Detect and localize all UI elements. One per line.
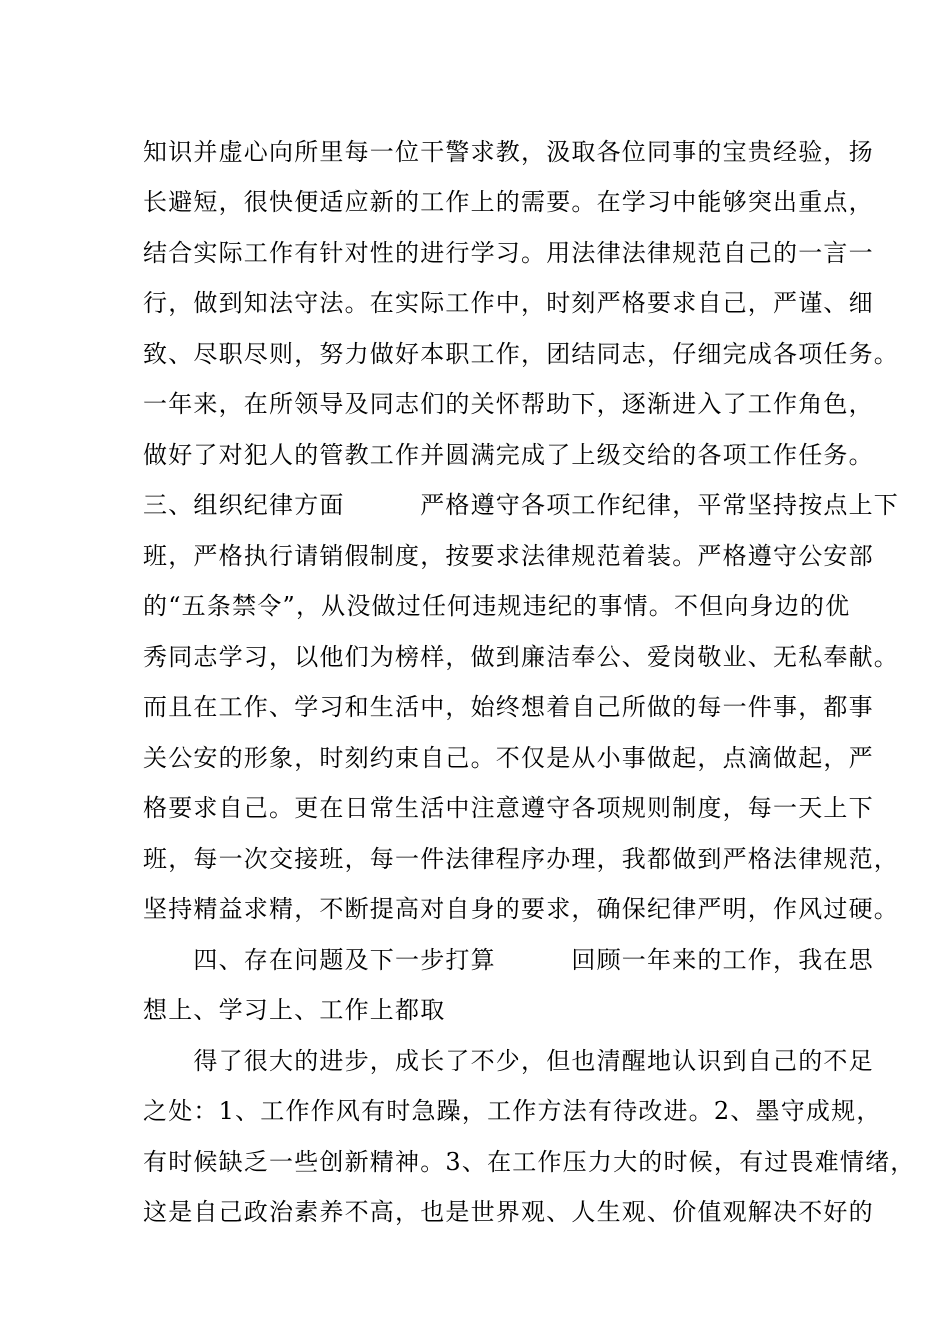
text-line: 想上、学习上、工作上都取 — [143, 996, 446, 1024]
text-line: 的“五条禁令”，从没做过任何违规违纪的事情。不但向身边的优 — [143, 592, 851, 620]
text-line: 结合实际工作有针对性的进行学习。用法律法律规范自己的一言一 — [143, 239, 874, 267]
text-line: 有时候缺乏一些创新精神。3、在工作压力大的时候，有过畏难情绪， — [143, 1148, 916, 1176]
text-line: 知识并虚心向所里每一位干警求教，汲取各位同事的宝贵经验，扬 — [143, 138, 874, 166]
text-line: 长避短，很快便适应新的工作上的需要。在学习中能够突出重点， — [143, 188, 874, 216]
text-line: 行，做到知法守法。在实际工作中，时刻严格要求自己，严谨、细 — [143, 289, 874, 317]
text-line: 一年来，在所领导及同志们的关怀帮助下，逐渐进入了工作角色， — [143, 390, 874, 418]
text-line: 这是自己政治素养不高，也是世界观、人生观、价值观解决不好的 — [143, 1198, 874, 1226]
text-line: 三、组织纪律方面 严格遵守各项工作纪律，平常坚持按点上下 — [143, 491, 899, 519]
text-line: 而且在工作、学习和生活中，始终想着自己所做的每一件事，都事 — [143, 693, 874, 721]
text-line: 秀同志学习，以他们为榜样，做到廉洁奉公、爱岗敬业、无私奉献。 — [143, 643, 899, 671]
text-line: 做好了对犯人的管教工作并圆满完成了上级交给的各项工作任务。 — [143, 441, 874, 469]
text-line: 坚持精益求精，不断提高对自身的要求，确保纪律严明，作风过硬。 — [143, 895, 899, 923]
text-line: 格要求自己。更在日常生活中注意遵守各项规则制度，每一天上下 — [143, 794, 874, 822]
text-line: 致、尽职尽则，努力做好本职工作，团结同志，仔细完成各项任务。 — [143, 340, 899, 368]
text-line: 关公安的形象，时刻约束自己。不仅是从小事做起，点滴做起，严 — [143, 744, 874, 772]
text-line: 之处：1、工作作风有时急躁，工作方法有待改进。2、墨守成规， — [143, 1097, 882, 1125]
paragraph-start-line: 得了很大的进步，成长了不少，但也清醒地认识到自己的不足 — [143, 1047, 874, 1075]
text-line: 班，每一次交接班，每一件法律程序办理，我都做到严格法律规范， — [143, 845, 899, 873]
text-line: 班，严格执行请销假制度，按要求法律规范着装。严格遵守公安部 — [143, 542, 874, 570]
section-heading-line: 四、存在问题及下一步打算 回顾一年来的工作，我在思 — [143, 946, 874, 974]
